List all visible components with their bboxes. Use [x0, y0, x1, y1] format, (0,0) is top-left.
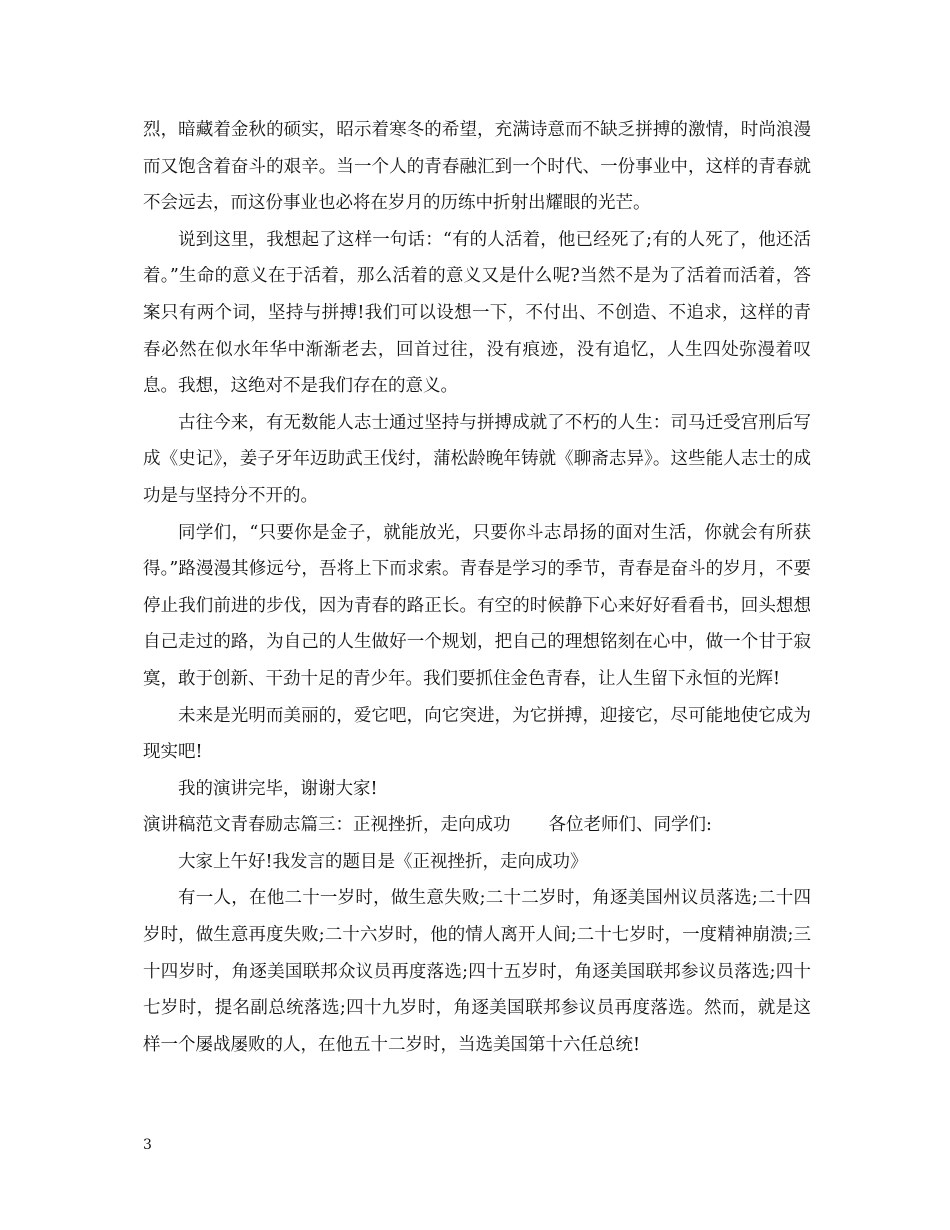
document-body: [143, 112, 811, 1063]
paragraph: 大家上午好!我发言的题目是《正视挫折，走向成功》: [178, 851, 588, 872]
salutation: 各位老师们、同学们:: [548, 815, 712, 836]
paragraph: 有一人，在他二十一岁时，做生意失败;二十二岁时，角逐美国州议员落选;二十四岁时，做生意再度失败;二十六岁时，他的情人离开人间;二十七岁时，一度精神崩溃;三十四岁时，角逐美国联邦众议员再度落选;四十五岁时，角逐美国联邦参议员落选;四十七岁时，提名副总统落选;四十九岁时，角逐美国联邦参议员再度落选。然而，就是这样一个屡战屡败的人，在他五十二岁时，当选美国第十六任总统!: [143, 888, 811, 1055]
paragraph: 古往今来，有无数能人志士通过坚持与拼搏成就了不朽的人生：司马迁受宫刑后写成《史记》，姜子牙年迈助武王伐纣，蒲松龄晚年铸就《聊斋志异》。这些能人志士的成功是与坚持分不开的。: [143, 412, 811, 506]
section-heading-line: [143, 807, 811, 844]
paragraph: 未来是光明而美丽的，爱它吧，向它突进，为它拼搏，迎接它，尽可能地使它成为现实吧!: [143, 705, 811, 763]
section-title: 演讲稿范文青春励志篇三：正视挫折，走向成功: [143, 815, 511, 836]
page-number: 3: [143, 1137, 152, 1153]
paragraph: 我的演讲完毕，谢谢大家!: [178, 778, 378, 799]
paragraph-continuation: 烈，暗藏着金秋的硕实，昭示着寒冬的希望，充满诗意而不缺乏拼搏的激情，时尚浪漫而又饱含着奋斗的艰辛。当一个人的青春融汇到一个时代、一份事业中，这样的青春就不会远去，而这份事业也必将在岁月的历练中折射出耀眼的光芒。: [143, 120, 811, 214]
paragraph: 说到这里，我想起了这样一句话：“有的人活着，他已经死了;有的人死了，他还活着。”生命的意义在于活着，那么活着的意义又是什么呢?当然不是为了活着而活着，答案只有两个词，坚持与拼搏!我们可以设想一下，不付出、不创造、不追求，这样的青春必然在似水年华中渐渐老去，回首过往，没有痕迹，没有追忆，人生四处弥漫着叹息。我想，这绝对不是我们存在的意义。: [143, 229, 811, 397]
paragraph: 同学们，“只要你是金子，就能放光，只要你斗志昂扬的面对生活，你就会有所获得。”路漫漫其修远兮，吾将上下而求索。青春是学习的季节，青春是奋斗的岁月，不要停止我们前进的步伐，因为青春的路正长。有空的时候静下心来好好看看书，回头想想自己走过的路，为自己的人生做好一个规划，把自己的理想铭刻在心中，做一个甘于寂寞，敢于创新、干劲十足的青少年。我们要抓住金色青春，让人生留下永恒的光辉!: [143, 522, 811, 689]
